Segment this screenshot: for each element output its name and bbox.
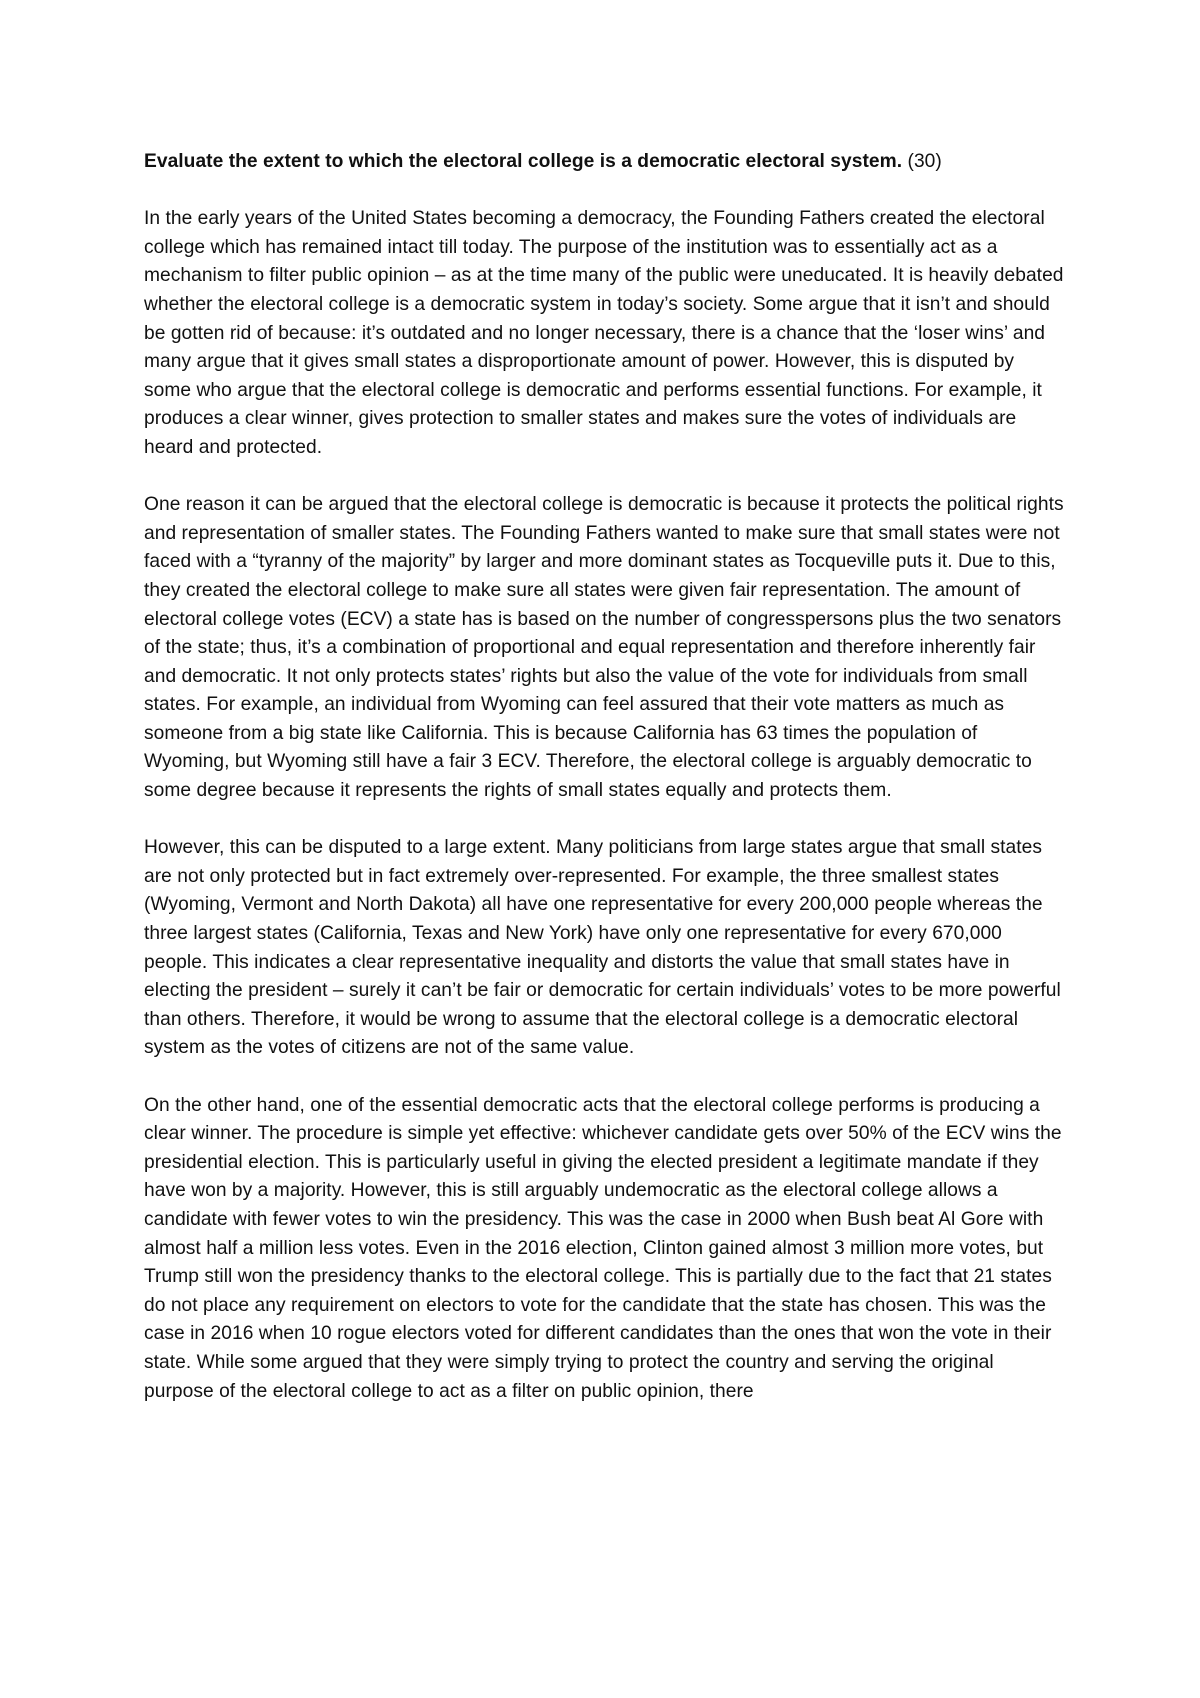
paragraph-small-states-protection: One reason it can be argued that the electoral college is democratic is because it protects the political rights and representation of smaller states. The Founding Fathers wanted to make sure that small states were not faced with a “tyranny of the majority” by larger and more dominant states as Tocqueville puts it. Due to this, they created the electoral college to make sure all states were given fair representation. The amount of electoral college votes (ECV) a state has is based on the number of congresspersons plus the two senators of the state; thus, it’s a combination of proportional and equal representation and therefore inherently fair and democratic. It not only protects states’ rights but also the value of the vote for individuals from small states. For example, an individual from Wyoming can feel assured that their vote matters as much as someone from a big state like California. This is because California has 63 times the population of Wyoming, but Wyoming still have a fair 3 ECV. Therefore, the electoral college is arguably democratic to some degree because it represents the rights of small states equally and protects them. [144, 494, 1064, 802]
paragraph-over-representation: However, this can be disputed to a large extent. Many politicians from large states argue that small states are not only protected but in fact extremely over-represented. For example, the three smallest states (Wyoming, Vermont and North Dakota) all have one representative for every 200,000 people whereas the three largest states (California, Texas and New York) have only one representative for every 670,000 people. This indicates a clear representative inequality and distorts the value that small states have in electing the president – surely it can’t be fair or democratic for certain individuals’ votes to be more powerful than others. Therefore, it would be wrong to assume that the electoral college is a democratic electoral system as the votes of citizens are not of the same value. [144, 837, 1061, 1059]
essay-question: Evaluate the extent to which the electoral college is a democratic electoral system. [144, 151, 903, 172]
paragraph-clear-winner: On the other hand, one of the essential democratic acts that the electoral college performs is producing a clear winner. The procedure is simple yet effective: whichever candidate gets over 50% of the ECV wins the presidential election. This is particularly useful in giving the elected president a legitimate mandate if they have won by a majority. However, this is still arguably undemocratic as the electoral college allows a candidate with fewer votes to win the presidency. This was the case in 2000 when Bush beat Al Gore with almost half a million less votes. Even in the 2016 election, Clinton gained almost 3 million more votes, but Trump still won the presidency thanks to the electoral college. This is partially due to the fact that 21 states do not place any requirement on electors to vote for the candidate that the state has chosen. This was the case in 2016 when 10 rogue electors voted for different candidates than the ones that won the vote in their state. While some argued that they were simply trying to protect the country and serving the original purpose of the electoral college to act as a filter on public opinion, there [144, 1094, 1062, 1402]
essay-marks: (30) [902, 151, 942, 172]
essay-title [144, 148, 1064, 177]
document-body [144, 148, 1064, 1435]
paragraph-introduction: In the early years of the United States becoming a democracy, the Founding Fathers created the electoral college which has remained intact till today. The purpose of the institution was to essentially act as a mechanism to filter public opinion – as at the time many of the public were uneducated. It is heavily debated whether the electoral college is a democratic system in today’s society. Some argue that it isn’t and should be gotten rid of because: it’s outdated and no longer necessary, there is a chance that the ‘loser wins’ and many argue that it gives small states a disproportionate amount of power. However, this is disputed by some who argue that the electoral college is democratic and performs essential functions. For example, it produces a clear winner, gives protection to smaller states and makes sure the votes of individuals are heard and protected. [144, 208, 1064, 458]
